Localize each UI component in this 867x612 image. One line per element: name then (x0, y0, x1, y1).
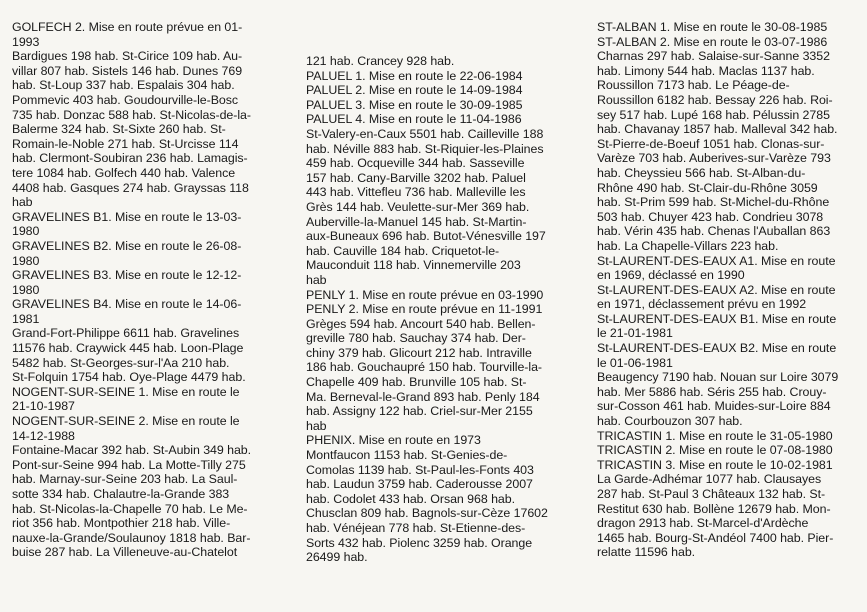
text-line: hab. Assigny 122 hab. Criel-sur-Mer 2155 (306, 404, 533, 419)
text-line: GRAVELINES B4. Mise en route le 14-06- (12, 297, 242, 312)
text-line: St-LAURENT-DES-EAUX B1. Mise en route (597, 311, 837, 326)
text-line: GOLFECH 2. Mise en route prévue en 01- (12, 20, 243, 34)
text-line: 287 hab. St-Paul 3 Châteaux 132 hab. St- (597, 487, 826, 501)
text-line: nauxe-la-Grande/Soulaunoy 1818 hab. Bar- (12, 530, 251, 545)
text-line: 1980 (12, 253, 40, 268)
text-line: hab. Codolet 433 hab. Orsan 968 hab. (306, 491, 515, 506)
text-line: hab. St-Nicolas-la-Chapelle 70 hab. Le Me- (12, 501, 248, 516)
text-line: 503 hab. Chuyer 423 hab. Condrieu 3078 (597, 209, 824, 224)
text-line: hab. Limony 544 hab. Maclas 1137 hab. (597, 63, 815, 78)
text-line: 1993 (12, 34, 40, 49)
text-line: PALUEL 3. Mise en route le 30-09-1985 (306, 97, 523, 112)
text-line: 459 hab. Ocqueville 344 hab. Sasseville (306, 156, 525, 171)
text-line: Mauconduit 118 hab. Vinnemerville 203 (306, 258, 521, 273)
text-line: hab. Laudun 3759 hab. Caderousse 2007 (306, 477, 533, 492)
text-column-3 (597, 20, 859, 560)
text-line: Pommevic 403 hab. Goudourville-le-Bosc (12, 92, 239, 107)
text-line: en 1971, déclassement prévu en 1992 (597, 297, 807, 312)
text-line: chiny 379 hab. Glicourt 212 hab. Intraville (306, 345, 532, 360)
text-line: Chapelle 409 hab. Brunville 105 hab. St- (306, 375, 527, 390)
text-line: PENLY 2. Mise en route prévue en 11-1991 (306, 302, 543, 317)
text-line: ST-ALBAN 2. Mise en route le 03-07-1986 (597, 34, 828, 49)
text-line: St-Pierre-de-Boeuf 1051 hab. Clonas-sur- (597, 136, 825, 151)
text-line: Romain-le-Noble 271 hab. St-Urcisse 114 (12, 136, 239, 151)
text-line: hab. Cheyssieu 566 hab. St-Alban-du- (597, 165, 806, 180)
text-line: 121 hab. Crancey 928 hab. (306, 54, 455, 68)
text-line: riot 356 hab. Montpothier 218 hab. Ville- (12, 516, 231, 531)
text-line: en 1969, déclassé en 1990 (597, 268, 745, 283)
text-line: 4408 hab. Gasques 274 hab. Grayssas 118 (12, 180, 249, 195)
text-line: hab. La Chapelle-Villars 223 hab. (597, 238, 779, 253)
text-line: 186 hab. Gouchaupré 150 hab. Tourville-la- (306, 360, 543, 375)
text-line: sur-Cosson 461 hab. Muides-sur-Loire 884 (597, 399, 831, 414)
text-line: NOGENT-SUR-SEINE 2. Mise en route le (12, 414, 240, 429)
text-line: 1981 (12, 311, 40, 326)
text-line: 1980 (12, 282, 40, 297)
text-line: PENLY 1. Mise en route prévue en 03-1990 (306, 287, 544, 302)
text-line: St-LAURENT-DES-EAUX A1. Mise en route (597, 253, 836, 268)
text-line: 21-10-1987 (12, 399, 75, 414)
text-line: St-Valery-en-Caux 5501 hab. Cailleville 188 (306, 126, 544, 141)
text-line: Chusclan 809 hab. Bagnols-sur-Cèze 17602 (306, 506, 548, 521)
text-line: hab (12, 195, 33, 210)
text-line: Roussillon 7173 hab. Le Péage-de- (597, 78, 790, 93)
text-line: dragon 2913 hab. St-Marcel-d'Ardèche (597, 516, 809, 531)
text-line: ST-ALBAN 1. Mise en route le 30-08-1985 (597, 20, 828, 34)
text-line: Balerme 324 hab. St-Sixte 260 hab. St- (12, 122, 226, 137)
text-line: hab. Clermont-Soubiran 236 hab. Lamagis- (12, 151, 248, 166)
text-line: hab. St-Loup 337 hab. Espalais 304 hab. (12, 78, 235, 93)
text-line: Pont-sur-Seine 994 hab. La Motte-Tilly 275 (12, 457, 246, 472)
text-line: St-LAURENT-DES-EAUX B2. Mise en route (597, 341, 837, 356)
text-line: GRAVELINES B3. Mise en route le 12-12- (12, 268, 242, 283)
text-line: hab. Chavanay 1857 hab. Malleval 342 hab. (597, 122, 838, 137)
text-line: PALUEL 4. Mise en route le 11-04-1986 (306, 112, 522, 127)
text-line: 14-12-1988 (12, 428, 75, 443)
text-line: 735 hab. Donzac 588 hab. St-Nicolas-de-la- (12, 107, 251, 122)
text-line: Auberville-la-Manuel 145 hab. St-Martin- (306, 214, 527, 229)
text-line: sey 517 hab. Lupé 168 hab. Pélussin 2785 (597, 107, 830, 122)
text-line: le 01-06-1981 (597, 355, 673, 370)
text-line: hab. St-Prim 599 hab. St-Michel-du-Rhône (597, 195, 830, 210)
text-line: TRICASTIN 2. Mise en route le 07-08-1980 (597, 443, 833, 458)
text-line: Rhône 490 hab. St-Clair-du-Rhône 3059 (597, 180, 818, 195)
text-line: relatte 11596 hab. (597, 545, 696, 560)
text-line: hab. Vérin 435 hab. Chenas l'Auballan 863 (597, 224, 831, 239)
text-line: hab (306, 272, 327, 287)
text-line: Grèges 594 hab. Ancourt 540 hab. Bellen- (306, 316, 536, 331)
text-line: GRAVELINES B1. Mise en route le 13-03- (12, 209, 242, 224)
text-line: Roussillon 6182 hab. Bessay 226 hab. Roi- (597, 92, 833, 107)
text-line: St-LAURENT-DES-EAUX A2. Mise en route (597, 282, 836, 297)
text-line: hab. Cauville 184 hab. Criquetot-le- (306, 243, 500, 258)
text-line: hab. Courbouzon 307 hab. (597, 414, 743, 429)
text-line: GRAVELINES B2. Mise en route le 26-08- (12, 238, 242, 253)
text-line: Sorts 432 hab. Piolenc 3259 hab. Orange (306, 535, 533, 550)
text-column-2 (306, 54, 561, 565)
text-line: NOGENT-SUR-SEINE 1. Mise en route le (12, 384, 240, 399)
text-line: 5482 hab. St-Georges-sur-l'Aa 210 hab. (12, 355, 230, 370)
text-line: le 21-01-1981 (597, 326, 673, 341)
text-line: 157 hab. Cany-Barville 3202 hab. Paluel (306, 170, 526, 185)
text-line: hab. Vénéjean 778 hab. St-Etienne-des- (306, 521, 526, 535)
text-line: buise 287 hab. La Villeneuve-au-Chatelot (12, 545, 238, 560)
text-line: Grès 144 hab. Veulette-sur-Mer 369 hab. (306, 199, 530, 214)
text-column-1 (12, 20, 273, 560)
text-line: Bardigues 198 hab. St-Cirice 109 hab. Au- (12, 49, 243, 64)
text-line: hab. Marnay-sur-Seine 203 hab. La Saul- (12, 472, 238, 487)
text-line: hab (306, 418, 327, 433)
text-line: Charnas 297 hab. Salaise-sur-Sanne 3352 (597, 49, 830, 64)
text-line: 26499 hab. (306, 550, 368, 565)
text-line: aux-Buneaux 696 hab. Butot-Vénesville 197 (306, 229, 546, 244)
text-line: Beaugency 7190 hab. Nouan sur Loire 3079 (597, 370, 839, 385)
text-line: PALUEL 1. Mise en route le 22-06-1984 (306, 68, 523, 83)
text-line: 11576 hab. Craywick 445 hab. Loon-Plage (12, 341, 244, 356)
text-line: hab. Néville 883 hab. St-Riquier-les-Plaines (306, 141, 544, 156)
text-line: 443 hab. Vittefleu 736 hab. Malleville les (306, 185, 526, 200)
text-line: TRICASTIN 1. Mise en route le 31-05-1980 (597, 428, 833, 443)
text-line: Comolas 1139 hab. St-Paul-les-Fonts 403 (306, 462, 534, 477)
text-line: La Garde-Adhémar 1077 hab. Clausayes (597, 472, 822, 487)
text-line: sotte 334 hab. Chalautre-la-Grande 383 (12, 487, 230, 501)
text-line: 1980 (12, 224, 40, 239)
text-line: St-Folquin 1754 hab. Oye-Plage 4479 hab. (12, 370, 246, 385)
text-line: tere 1084 hab. Golfech 440 hab. Valence (12, 165, 236, 180)
text-line: 1465 hab. Bourg-St-Andéol 7400 hab. Pier- (597, 530, 834, 545)
text-line: Fontaine-Macar 392 hab. St-Aubin 349 hab. (12, 443, 252, 458)
text-line: PALUEL 2. Mise en route le 14-09-1984 (306, 83, 523, 98)
text-line: Grand-Fort-Philippe 6611 hab. Gravelines (12, 326, 240, 341)
text-line: greville 780 hab. Sauchay 374 hab. Der- (306, 331, 526, 346)
text-line: villar 807 hab. Sistels 146 hab. Dunes 769 (12, 63, 243, 78)
text-line: Montfaucon 1153 hab. St-Genies-de- (306, 448, 508, 463)
text-line: Restitut 630 hab. Bollène 12679 hab. Mon- (597, 501, 831, 516)
text-line: Varèze 703 hab. Auberives-sur-Varèze 793 (597, 151, 831, 166)
text-line: hab. Mer 5886 hab. Séris 255 hab. Crouy- (597, 384, 827, 399)
text-line: Ma. Berneval-le-Grand 893 hab. Penly 184 (306, 389, 540, 404)
text-line: PHENIX. Mise en route en 1973 (306, 433, 481, 448)
text-line: TRICASTIN 3. Mise en route le 10-02-1981 (597, 457, 833, 472)
